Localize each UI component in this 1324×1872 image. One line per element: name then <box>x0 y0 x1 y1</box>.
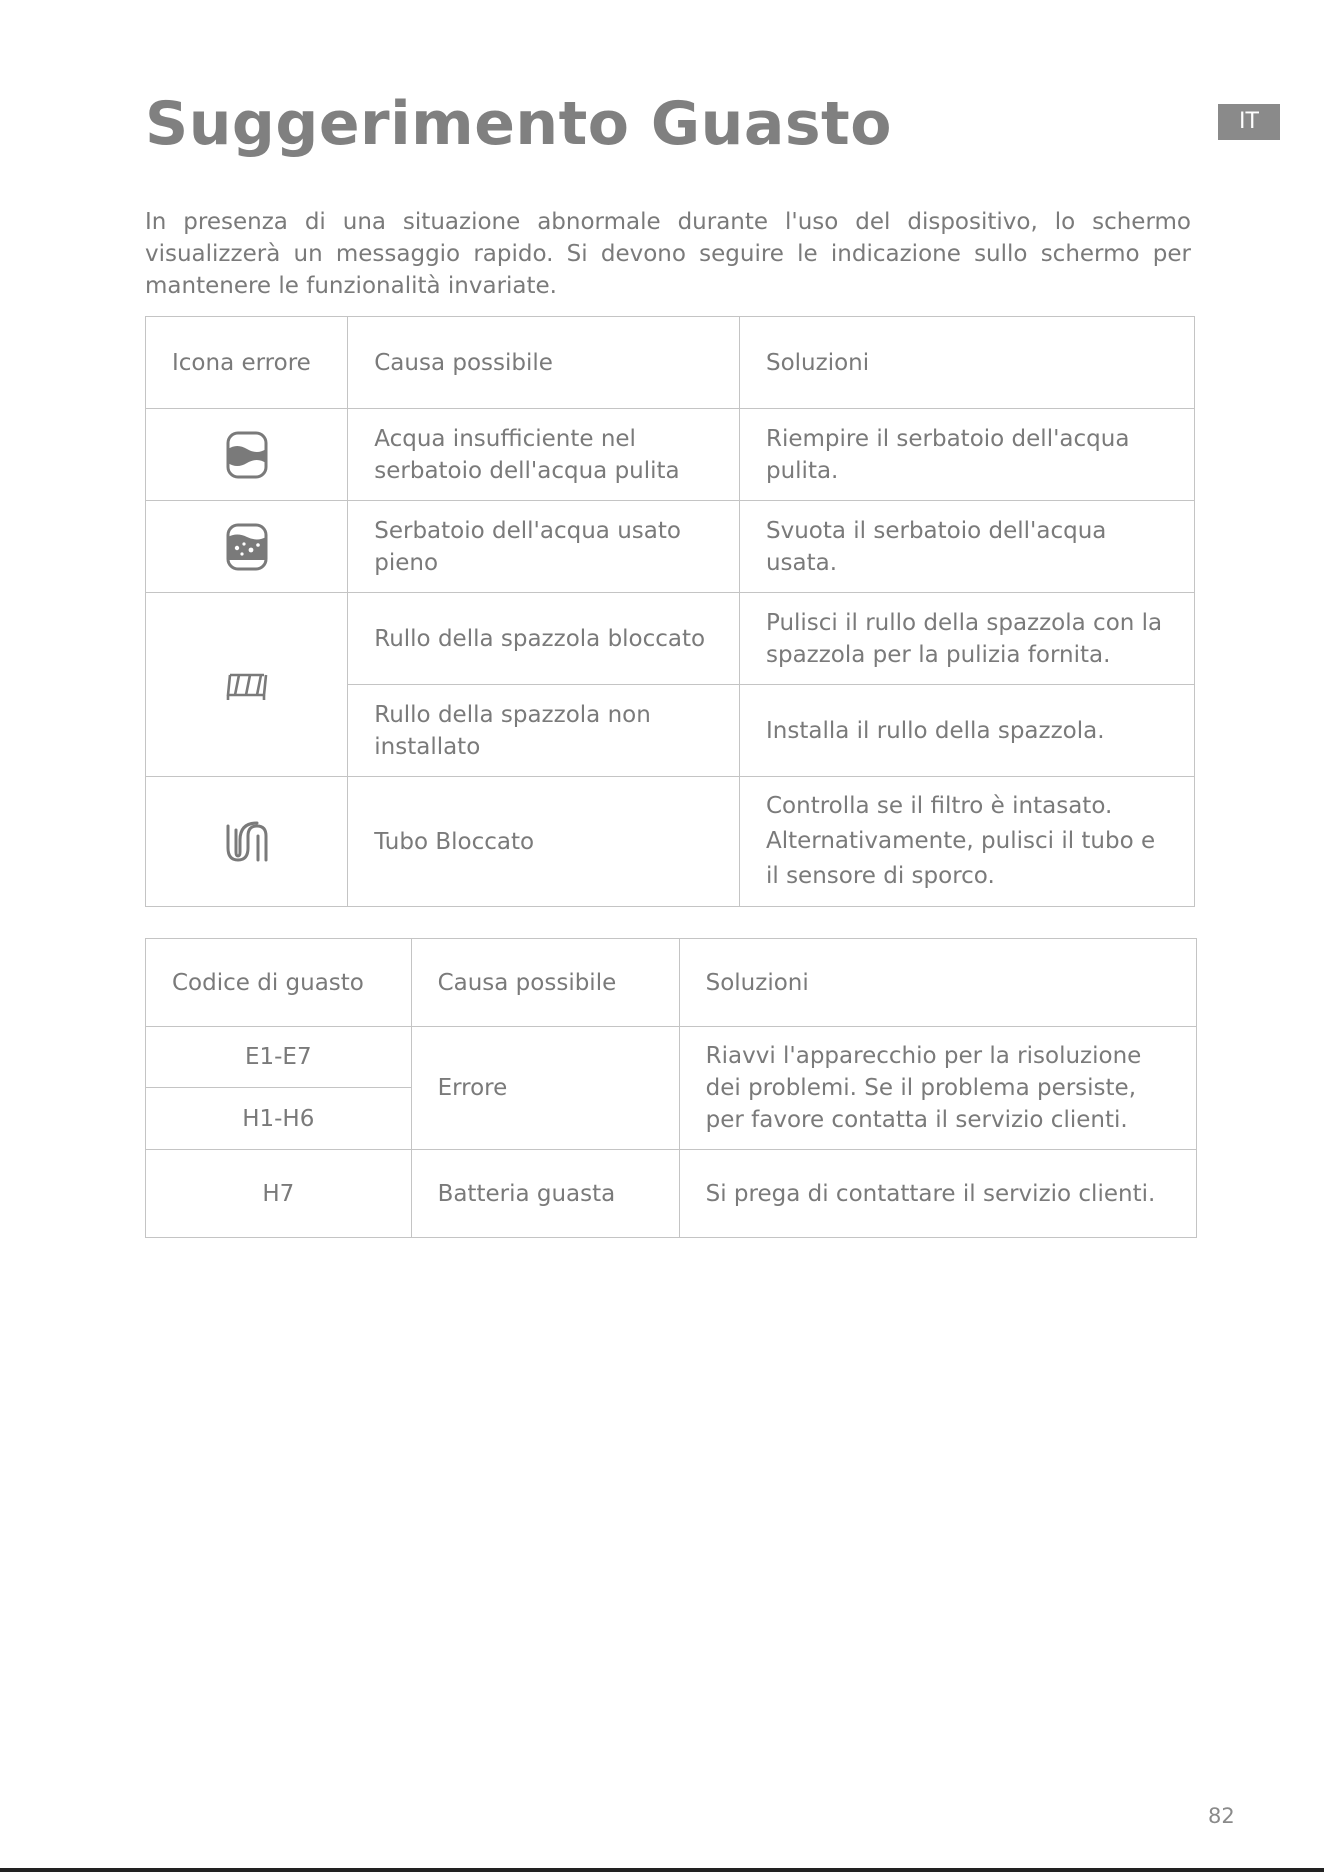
header-solution: Soluzioni <box>739 317 1194 409</box>
error-code-cell: E1-E7 <box>146 1027 412 1088</box>
cause-cell: Serbatoio dell'acqua usato pieno <box>348 501 740 593</box>
error-code-table <box>145 938 1197 1238</box>
solution-cell: Controlla se il filtro è intasato. Alternativamente, pulisci il tubo e il sensore di sporco. <box>739 777 1194 907</box>
cause-cell: Rullo della spazzola bloccato <box>348 593 740 685</box>
intro-paragraph: In presenza di una situazione abnormale durante l'uso del dispositivo, lo schermo visualizzerà un messaggio rapido. Si devono seguire le indicazione sullo schermo per mantenere le funzionalità invariate. <box>145 209 1191 299</box>
table-row <box>146 777 1195 907</box>
solution-cell: Installa il rullo della spazzola. <box>739 685 1194 777</box>
error-code-cell: H1-H6 <box>146 1088 412 1150</box>
table-row <box>146 501 1195 593</box>
header-icon: Icona errore <box>146 317 348 409</box>
table-header-row <box>146 317 1195 409</box>
dirty-water-tank-icon <box>146 501 348 593</box>
cause-cell: Errore <box>411 1027 679 1150</box>
bottom-rule <box>0 1868 1324 1872</box>
table-row <box>146 1027 1197 1088</box>
cause-cell: Batteria guasta <box>411 1150 679 1238</box>
page-number: 82 <box>1208 1804 1235 1828</box>
solution-cell: Pulisci il rullo della spazzola con la spazzola per la pulizia fornita. <box>739 593 1194 685</box>
error-code-cell: H7 <box>146 1150 412 1238</box>
page-title: Suggerimento Guasto <box>145 89 892 159</box>
solution-cell: Riavvi l'apparecchio per la risoluzione dei problemi. Se il problema persiste, per favore contatta il servizio clienti. <box>679 1027 1196 1150</box>
cause-cell: Acqua insufficiente nel serbatoio dell'acqua pulita <box>348 409 740 501</box>
brush-roller-icon <box>146 593 348 777</box>
language-badge: IT <box>1218 104 1280 140</box>
header-cause: Causa possibile <box>348 317 740 409</box>
cause-cell: Rullo della spazzola non installato <box>348 685 740 777</box>
tube-blocked-icon <box>146 777 348 907</box>
header-cause: Causa possibile <box>411 939 679 1027</box>
table-header-row <box>146 939 1197 1027</box>
table-row <box>146 1150 1197 1238</box>
solution-cell: Svuota il serbatoio dell'acqua usata. <box>739 501 1194 593</box>
table-row <box>146 409 1195 501</box>
cause-cell: Tubo Bloccato <box>348 777 740 907</box>
icon-error-table <box>145 316 1195 907</box>
solution-cell: Riempire il serbatoio dell'acqua pulita. <box>739 409 1194 501</box>
clean-water-tank-icon <box>146 409 348 501</box>
header-code: Codice di guasto <box>146 939 412 1027</box>
header-solution: Soluzioni <box>679 939 1196 1027</box>
table-row <box>146 593 1195 685</box>
solution-cell: Si prega di contattare il servizio clienti. <box>679 1150 1196 1238</box>
